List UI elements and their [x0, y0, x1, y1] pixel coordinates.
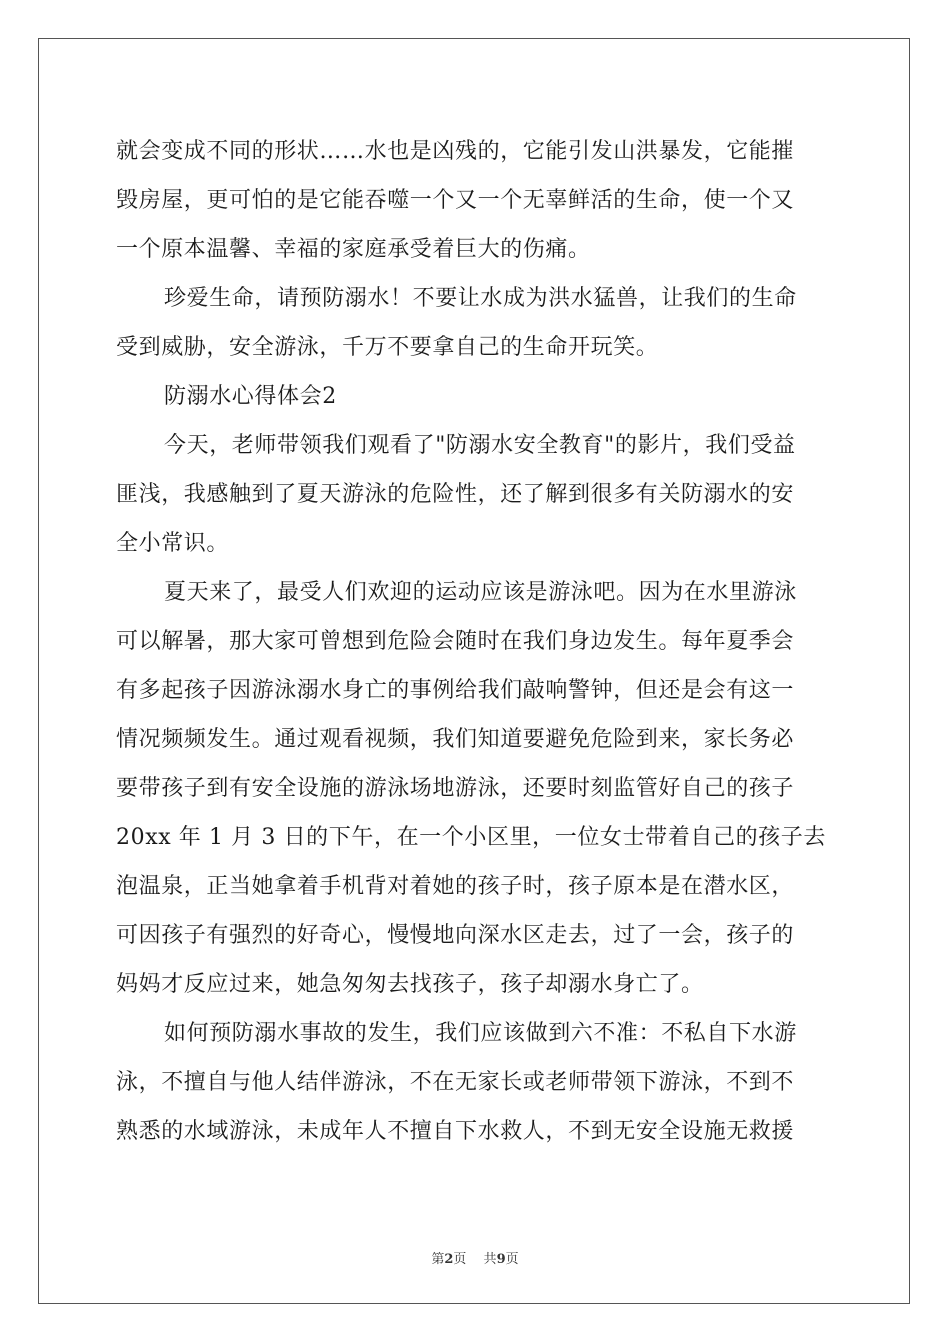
paragraph-start-line: 今天，老师带领我们观看了"防溺水安全教育"的影片，我们受益	[164, 433, 796, 458]
current-page-number: 2	[444, 1252, 454, 1267]
footer-suffix: 页	[505, 1252, 519, 1267]
footer-mid: 页 共	[453, 1252, 497, 1267]
paragraph-start-line: 如何预防溺水事故的发生，我们应该做到六不准：不私自下水游	[164, 1021, 797, 1046]
text-line: 全小常识。	[116, 531, 230, 556]
text-line: 就会变成不同的形状……水也是凶残的，它能引发山洪暴发，它能摧	[116, 139, 795, 164]
text-line: 毁房屋，更可怕的是它能吞噬一个又一个无辜鲜活的生命，使一个又	[116, 188, 795, 213]
text-line: 受到威胁，安全游泳，千万不要拿自己的生命开玩笑。	[116, 335, 659, 360]
text-line: 妈妈才反应过来，她急匆匆去找孩子，孩子却溺水身亡了。	[116, 972, 704, 997]
text-line: 泡温泉，正当她拿着手机背对着她的孩子时，孩子原本是在潜水区，	[116, 874, 795, 899]
text-line: 熟悉的水域游泳，未成年人不擅自下水救人，不到无安全设施无救援	[116, 1119, 795, 1144]
paragraph-start-line: 夏天来了，最受人们欢迎的运动应该是游泳吧。因为在水里游泳	[164, 580, 797, 605]
text-line: 有多起孩子因游泳溺水身亡的事例给我们敲响警钟，但还是会有这一	[116, 678, 795, 703]
text-line: 可以解暑，那大家可曾想到危险会随时在我们身边发生。每年夏季会	[116, 629, 795, 654]
footer-prefix: 第	[431, 1252, 445, 1267]
text-line: 一个原本温馨、幸福的家庭承受着巨大的伤痛。	[116, 237, 591, 262]
page-footer	[0, 1248, 950, 1267]
paragraph-start-line: 珍爱生命，请预防溺水！不要让水成为洪水猛兽，让我们的生命	[164, 286, 797, 311]
section-heading: 防溺水心得体会2	[164, 384, 337, 409]
text-line: 情况频频发生。通过观看视频，我们知道要避免危险到来，家长务必	[116, 727, 795, 752]
text-line: 20xx 年 1 月 3 日的下午，在一个小区里，一位女士带着自己的孩子去	[116, 825, 826, 850]
total-page-count: 9	[496, 1252, 506, 1267]
text-line: 可因孩子有强烈的好奇心，慢慢地向深水区走去，过了一会，孩子的	[116, 923, 795, 948]
text-line: 要带孩子到有安全设施的游泳场地游泳，还要时刻监管好自己的孩子	[116, 776, 795, 801]
text-line: 泳，不擅自与他人结伴游泳，不在无家长或老师带领下游泳，不到不	[116, 1070, 795, 1095]
document-body	[116, 127, 834, 1156]
text-line: 匪浅，我感触到了夏天游泳的危险性，还了解到很多有关防溺水的安	[116, 482, 795, 507]
